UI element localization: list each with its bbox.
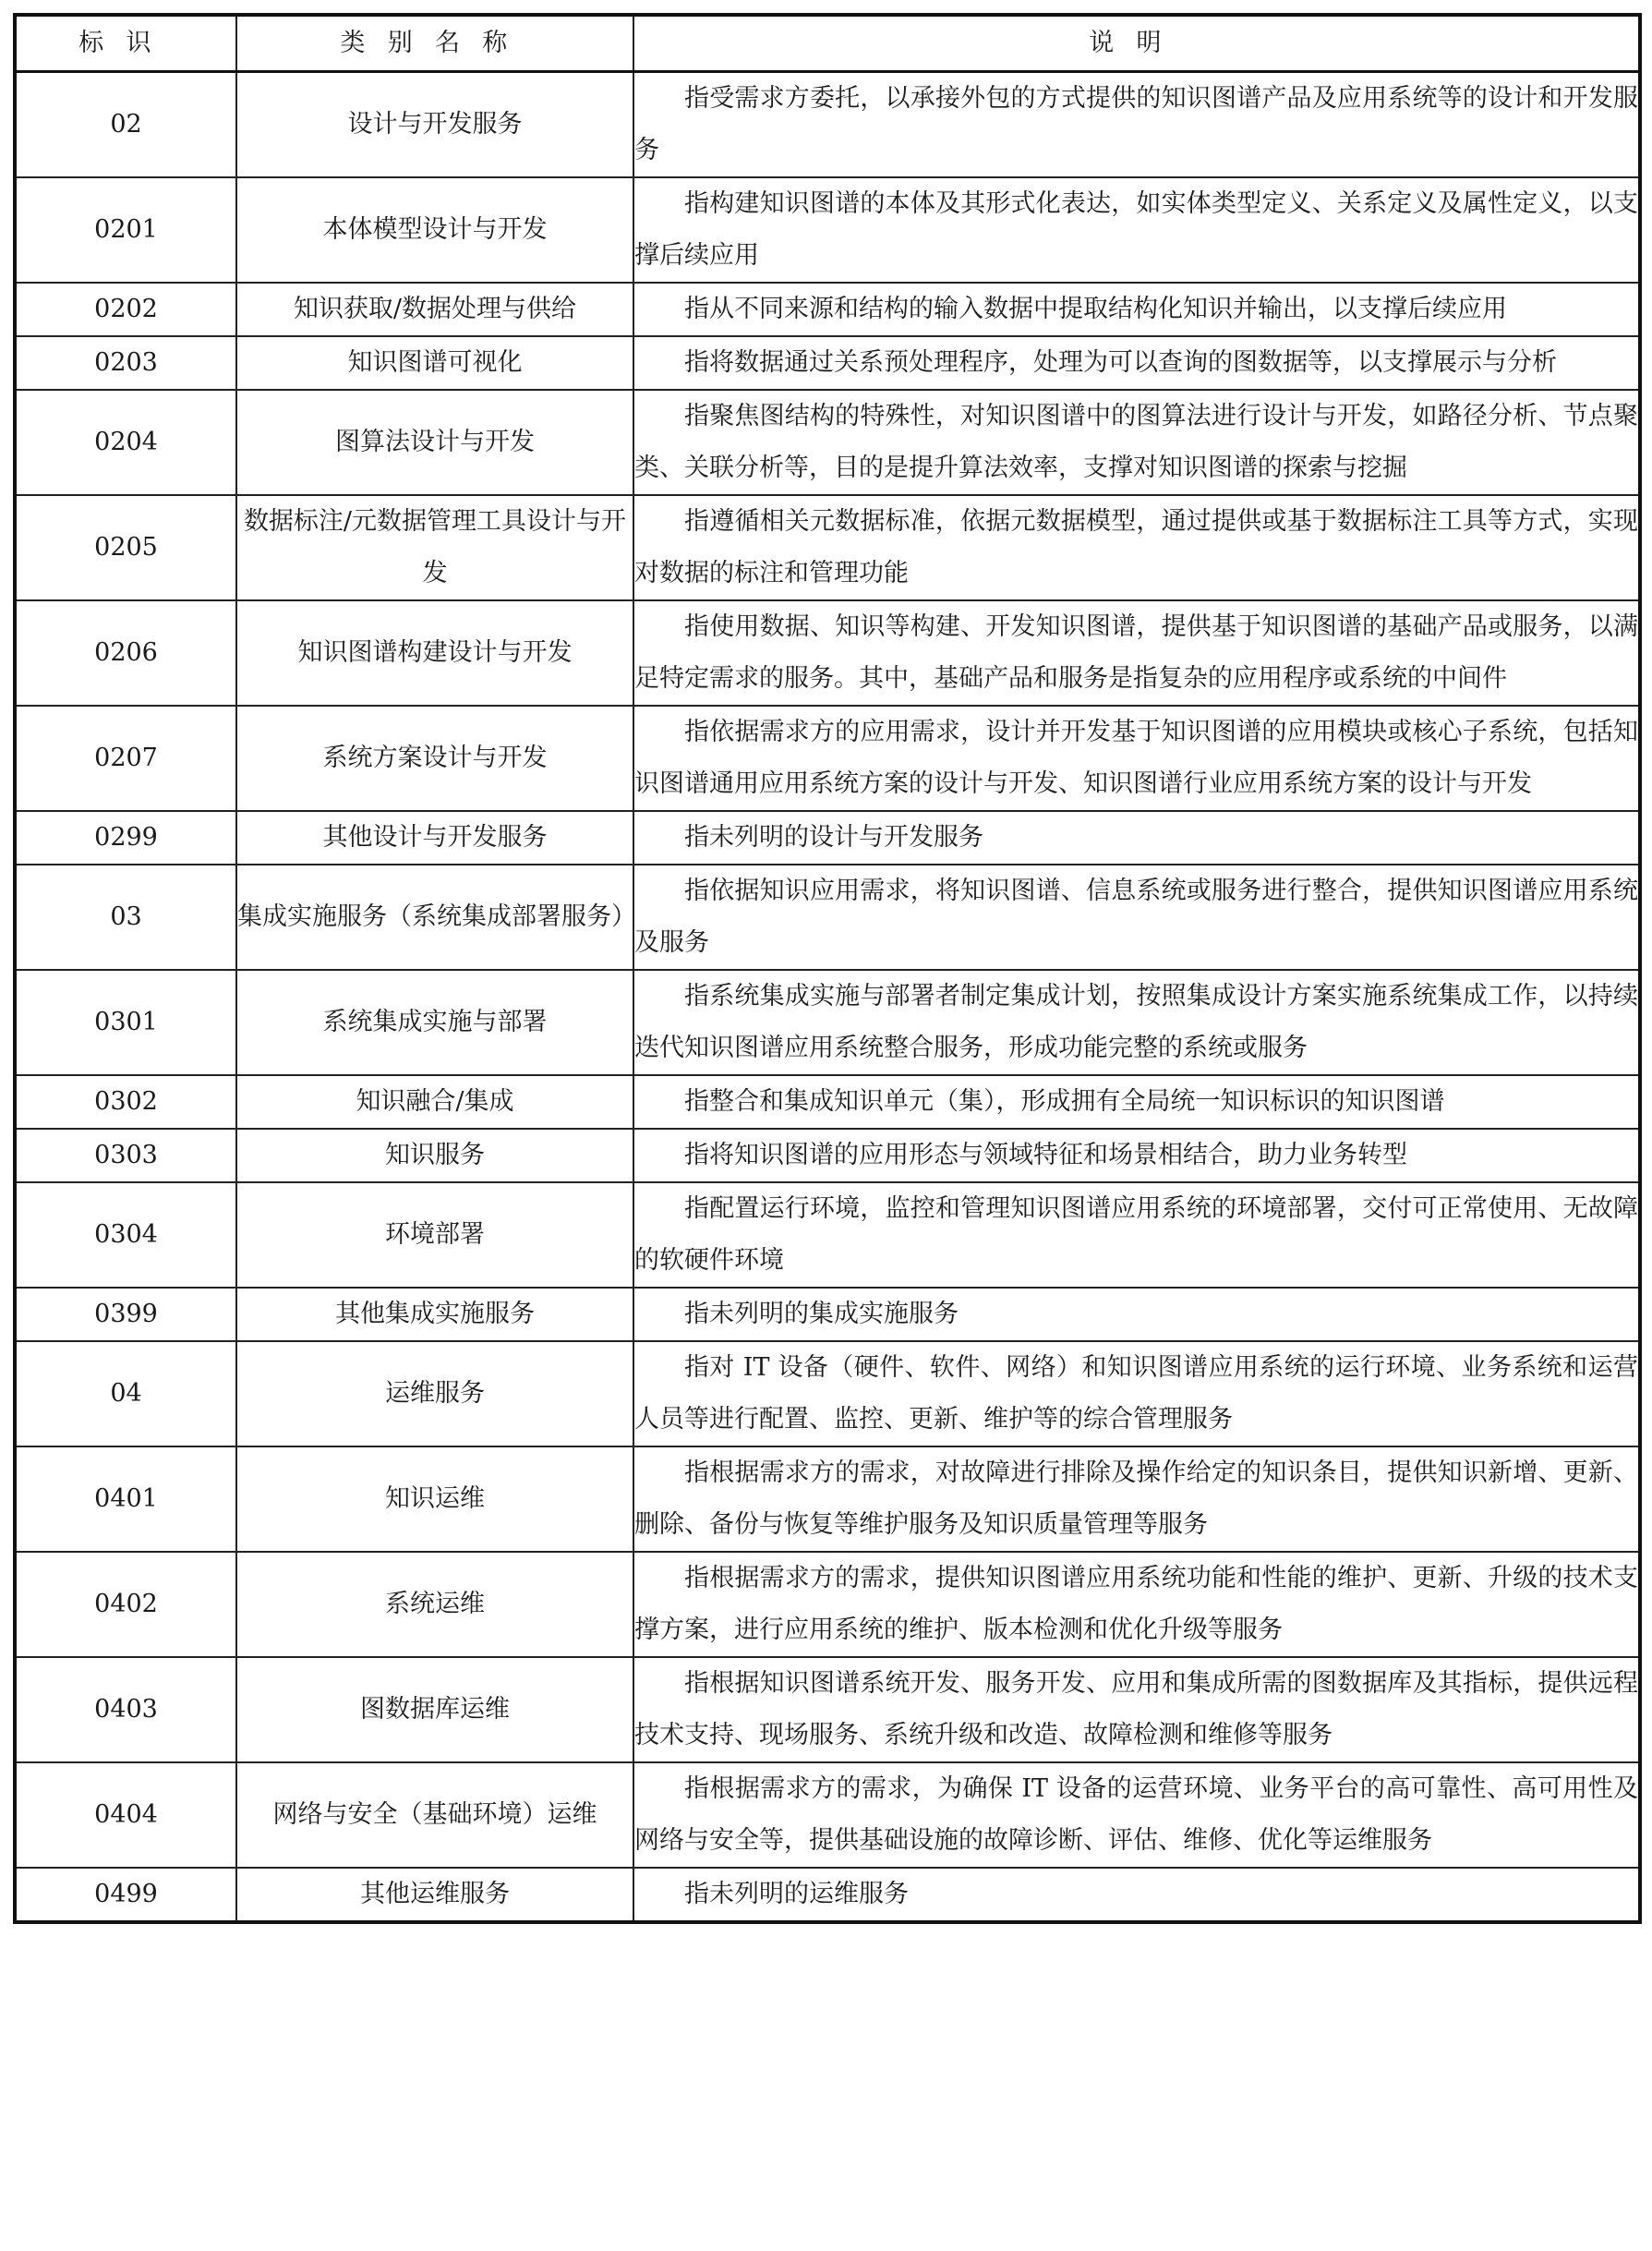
row-description: 指根据需求方的需求，为确保 IT 设备的运营环境、业务平台的高可靠性、高可用性及网络与安全等，提供基础设施的故障诊断、评估、维修、优化等运维服务 <box>633 1762 1640 1868</box>
row-id: 0299 <box>15 811 236 865</box>
row-id: 0301 <box>15 970 236 1075</box>
table-row <box>15 1657 1640 1762</box>
row-category-name: 本体模型设计与开发 <box>236 177 633 283</box>
row-id: 0206 <box>15 600 236 706</box>
row-id: 0404 <box>15 1762 236 1868</box>
row-id: 0403 <box>15 1657 236 1762</box>
table-row <box>15 1288 1640 1341</box>
table-row <box>15 1075 1640 1129</box>
row-category-name: 系统集成实施与部署 <box>236 970 633 1075</box>
row-id: 0202 <box>15 283 236 336</box>
table-row <box>15 970 1640 1075</box>
table-row <box>15 811 1640 865</box>
row-category-name: 知识图谱可视化 <box>236 336 633 390</box>
row-description: 指系统集成实施与部署者制定集成计划，按照集成设计方案实施系统集成工作，以持续迭代知识图谱应用系统整合服务，形成功能完整的系统或服务 <box>633 970 1640 1075</box>
table-header-row <box>15 15 1640 72</box>
header-desc: 说明 <box>633 15 1640 72</box>
row-category-name: 图数据库运维 <box>236 1657 633 1762</box>
row-description: 指从不同来源和结构的输入数据中提取结构化知识并输出，以支撑后续应用 <box>633 283 1640 336</box>
table-row <box>15 390 1640 495</box>
row-description: 指使用数据、知识等构建、开发知识图谱，提供基于知识图谱的基础产品或服务，以满足特定需求的服务。其中，基础产品和服务是指复杂的应用程序或系统的中间件 <box>633 600 1640 706</box>
table-row <box>15 1552 1640 1657</box>
row-id: 0207 <box>15 706 236 811</box>
row-id: 0203 <box>15 336 236 390</box>
table-row <box>15 1762 1640 1868</box>
row-description: 指未列明的设计与开发服务 <box>633 811 1640 865</box>
row-description: 指未列明的集成实施服务 <box>633 1288 1640 1341</box>
row-description: 指依据需求方的应用需求，设计并开发基于知识图谱的应用模块或核心子系统，包括知识图谱通用应用系统方案的设计与开发、知识图谱行业应用系统方案的设计与开发 <box>633 706 1640 811</box>
row-description: 指将知识图谱的应用形态与领域特征和场景相结合，助力业务转型 <box>633 1129 1640 1182</box>
row-id: 0402 <box>15 1552 236 1657</box>
table-row <box>15 706 1640 811</box>
table-row <box>15 1182 1640 1288</box>
row-id: 0499 <box>15 1868 236 1922</box>
row-id: 0302 <box>15 1075 236 1129</box>
table-row <box>15 1868 1640 1922</box>
table-row <box>15 72 1640 178</box>
row-category-name: 知识获取/数据处理与供给 <box>236 283 633 336</box>
row-description: 指整合和集成知识单元（集），形成拥有全局统一知识标识的知识图谱 <box>633 1075 1640 1129</box>
row-category-name: 网络与安全（基础环境）运维 <box>236 1762 633 1868</box>
table-row <box>15 336 1640 390</box>
row-id: 0201 <box>15 177 236 283</box>
row-category-name: 知识运维 <box>236 1446 633 1552</box>
table-row <box>15 865 1640 970</box>
row-description: 指聚焦图结构的特殊性，对知识图谱中的图算法进行设计与开发，如路径分析、节点聚类、关联分析等，目的是提升算法效率，支撑对知识图谱的探索与挖掘 <box>633 390 1640 495</box>
row-id: 0399 <box>15 1288 236 1341</box>
row-description: 指构建知识图谱的本体及其形式化表达，如实体类型定义、关系定义及属性定义，以支撑后续应用 <box>633 177 1640 283</box>
row-id: 04 <box>15 1341 236 1446</box>
table-row <box>15 1446 1640 1552</box>
row-id: 03 <box>15 865 236 970</box>
row-id: 0205 <box>15 495 236 600</box>
row-id: 0303 <box>15 1129 236 1182</box>
row-description: 指根据知识图谱系统开发、服务开发、应用和集成所需的图数据库及其指标，提供远程技术支持、现场服务、系统升级和改造、故障检测和维修等服务 <box>633 1657 1640 1762</box>
row-id: 0304 <box>15 1182 236 1288</box>
header-name: 类别名称 <box>236 15 633 72</box>
table-row <box>15 177 1640 283</box>
row-category-name: 运维服务 <box>236 1341 633 1446</box>
row-id: 02 <box>15 72 236 178</box>
row-category-name: 系统方案设计与开发 <box>236 706 633 811</box>
row-description: 指将数据通过关系预处理程序，处理为可以查询的图数据等，以支撑展示与分析 <box>633 336 1640 390</box>
row-category-name: 知识融合/集成 <box>236 1075 633 1129</box>
table-row <box>15 1341 1640 1446</box>
row-description: 指根据需求方的需求，提供知识图谱应用系统功能和性能的维护、更新、升级的技术支撑方案，进行应用系统的维护、版本检测和优化升级等服务 <box>633 1552 1640 1657</box>
row-description: 指受需求方委托，以承接外包的方式提供的知识图谱产品及应用系统等的设计和开发服务 <box>633 72 1640 178</box>
table-body <box>15 72 1640 1923</box>
row-category-name: 知识图谱构建设计与开发 <box>236 600 633 706</box>
header-id: 标识 <box>15 15 236 72</box>
row-description: 指遵循相关元数据标准，依据元数据模型，通过提供或基于数据标注工具等方式，实现对数据的标注和管理功能 <box>633 495 1640 600</box>
row-description: 指未列明的运维服务 <box>633 1868 1640 1922</box>
row-category-name: 其他集成实施服务 <box>236 1288 633 1341</box>
table-row <box>15 495 1640 600</box>
table-row <box>15 1129 1640 1182</box>
row-category-name: 知识服务 <box>236 1129 633 1182</box>
row-description: 指依据知识应用需求，将知识图谱、信息系统或服务进行整合，提供知识图谱应用系统及服务 <box>633 865 1640 970</box>
row-category-name: 系统运维 <box>236 1552 633 1657</box>
row-category-name: 图算法设计与开发 <box>236 390 633 495</box>
row-category-name: 其他运维服务 <box>236 1868 633 1922</box>
row-category-name: 其他设计与开发服务 <box>236 811 633 865</box>
row-description: 指对 IT 设备（硬件、软件、网络）和知识图谱应用系统的运行环境、业务系统和运营人员等进行配置、监控、更新、维护等的综合管理服务 <box>633 1341 1640 1446</box>
row-category-name: 数据标注/元数据管理工具设计与开发 <box>236 495 633 600</box>
row-id: 0204 <box>15 390 236 495</box>
service-category-table <box>13 13 1642 1924</box>
row-category-name: 设计与开发服务 <box>236 72 633 178</box>
row-description: 指根据需求方的需求，对故障进行排除及操作给定的知识条目，提供知识新增、更新、删除、备份与恢复等维护服务及知识质量管理等服务 <box>633 1446 1640 1552</box>
row-description: 指配置运行环境，监控和管理知识图谱应用系统的环境部署，交付可正常使用、无故障的软硬件环境 <box>633 1182 1640 1288</box>
table-row <box>15 283 1640 336</box>
row-category-name: 环境部署 <box>236 1182 633 1288</box>
table-row <box>15 600 1640 706</box>
row-category-name: 集成实施服务（系统集成部署服务） <box>236 865 633 970</box>
document-page <box>13 13 1638 1924</box>
row-id: 0401 <box>15 1446 236 1552</box>
